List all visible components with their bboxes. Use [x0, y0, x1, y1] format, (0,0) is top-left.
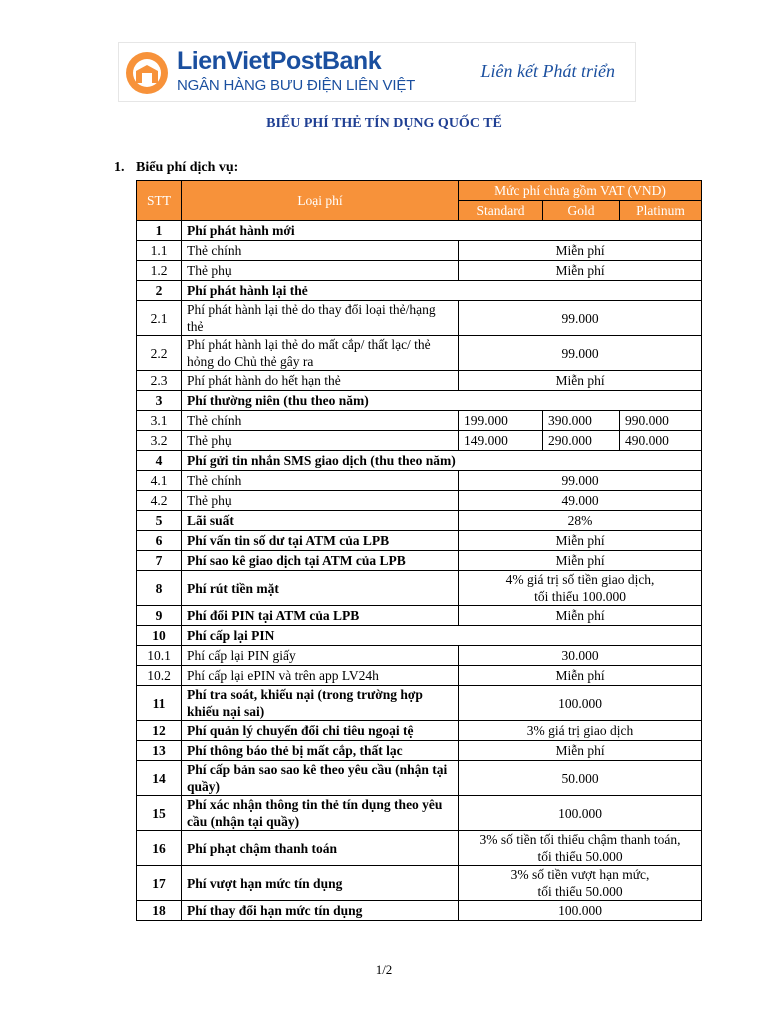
table-row [137, 901, 702, 921]
cell-fee-value: Miễn phí [459, 371, 702, 391]
cell-stt: 5 [137, 511, 182, 531]
cell-fee-value: Miễn phí [459, 551, 702, 571]
cell-fee-type: Thẻ chính [182, 411, 459, 431]
cell-stt: 16 [137, 831, 182, 866]
cell-fee-type: Phí quản lý chuyển đổi chi tiêu ngoại tệ [182, 721, 459, 741]
cell-fee-type: Thẻ phụ [182, 431, 459, 451]
cell-fee-type: Phí tra soát, khiếu nại (trong trường hợp khiếu nại sai) [182, 686, 459, 721]
cell-stt: 9 [137, 606, 182, 626]
cell-stt: 4.2 [137, 491, 182, 511]
cell-fee-type: Phí phát hành lại thẻ [182, 281, 702, 301]
cell-fee-type: Phí phát hành lại thẻ do mất cắp/ thất lạc/ thẻ hỏng do Chủ thẻ gây ra [182, 336, 459, 371]
cell-stt: 2.3 [137, 371, 182, 391]
cell-fee-value: Miễn phí [459, 666, 702, 686]
cell-stt: 14 [137, 761, 182, 796]
cell-stt: 1.2 [137, 261, 182, 281]
table-row [137, 646, 702, 666]
cell-fee-type: Phí phát hành do hết hạn thẻ [182, 371, 459, 391]
cell-platinum: 990.000 [620, 411, 702, 431]
section-number: 1. [114, 160, 125, 175]
table-row [137, 391, 702, 411]
cell-stt: 2.1 [137, 301, 182, 336]
cell-fee-type: Phí cấp lại PIN [182, 626, 702, 646]
cell-stt: 1 [137, 221, 182, 241]
cell-gold: 290.000 [543, 431, 620, 451]
header-fee-group: Mức phí chưa gồm VAT (VND) [459, 181, 702, 201]
cell-fee-type: Phí cấp lại PIN giấy [182, 646, 459, 666]
cell-fee-type: Phí cấp lại ePIN và trên app LV24h [182, 666, 459, 686]
page-header [118, 42, 636, 102]
cell-fee-value: Miễn phí [459, 531, 702, 551]
brand-slogan: Liên kết Phát triển [480, 61, 615, 81]
cell-stt: 1.1 [137, 241, 182, 261]
table-header-row [137, 181, 702, 201]
cell-stt: 8 [137, 571, 182, 606]
cell-stt: 3 [137, 391, 182, 411]
cell-stt: 15 [137, 796, 182, 831]
cell-fee-type: Phí rút tiền mặt [182, 571, 459, 606]
cell-stt: 13 [137, 741, 182, 761]
cell-fee-value: 100.000 [459, 686, 702, 721]
table-row [137, 626, 702, 646]
table-row [137, 531, 702, 551]
cell-fee-type: Phí vượt hạn mức tín dụng [182, 866, 459, 901]
cell-standard: 199.000 [459, 411, 543, 431]
table-row [137, 551, 702, 571]
brand-subtitle: NGÂN HÀNG BƯU ĐIỆN LIÊN VIỆT [177, 77, 416, 94]
table-row [137, 741, 702, 761]
cell-fee-type: Phí vấn tin số dư tại ATM của LPB [182, 531, 459, 551]
bank-logo-icon [121, 49, 173, 97]
cell-stt: 11 [137, 686, 182, 721]
cell-fee-value: 100.000 [459, 796, 702, 831]
page-number: 1/2 [375, 962, 393, 977]
cell-stt: 3.2 [137, 431, 182, 451]
table-row [137, 371, 702, 391]
cell-stt: 7 [137, 551, 182, 571]
cell-standard: 149.000 [459, 431, 543, 451]
header-platinum: Platinum [620, 201, 702, 221]
table-row [137, 281, 702, 301]
fee-table [136, 180, 702, 921]
cell-stt: 10.2 [137, 666, 182, 686]
cell-fee-value: Miễn phí [459, 261, 702, 281]
cell-stt: 4 [137, 451, 182, 471]
cell-fee-type: Phí cấp bản sao sao kê theo yêu cầu (nhận tại quầy) [182, 761, 459, 796]
cell-fee-type: Phí thông báo thẻ bị mất cắp, thất lạc [182, 741, 459, 761]
cell-stt: 3.1 [137, 411, 182, 431]
cell-stt: 6 [137, 531, 182, 551]
cell-stt: 18 [137, 901, 182, 921]
cell-stt: 2 [137, 281, 182, 301]
table-row [137, 336, 702, 371]
cell-fee-type: Lãi suất [182, 511, 459, 531]
table-row [137, 411, 702, 431]
cell-gold: 390.000 [543, 411, 620, 431]
cell-fee-value: 50.000 [459, 761, 702, 796]
cell-stt: 2.2 [137, 336, 182, 371]
table-row [137, 796, 702, 831]
table-row [137, 491, 702, 511]
cell-fee-type: Phí phát hành lại thẻ do thay đổi loại thẻ/hạng thẻ [182, 301, 459, 336]
cell-stt: 4.1 [137, 471, 182, 491]
table-row [137, 721, 702, 741]
cell-stt: 10.1 [137, 646, 182, 666]
table-row [137, 606, 702, 626]
table-row [137, 761, 702, 796]
table-row [137, 471, 702, 491]
brand-name: LienVietPostBank [177, 47, 382, 75]
cell-fee-value: 3% giá trị giao dịch [459, 721, 702, 741]
table-row [137, 241, 702, 261]
cell-fee-value: 99.000 [459, 336, 702, 371]
header-standard: Standard [459, 201, 543, 221]
cell-fee-type: Phí xác nhận thông tin thẻ tín dụng theo yêu cầu (nhận tại quầy) [182, 796, 459, 831]
cell-fee-type: Phí phạt chậm thanh toán [182, 831, 459, 866]
table-row [137, 831, 702, 866]
cell-fee-value: Miễn phí [459, 741, 702, 761]
cell-fee-type: Thẻ phụ [182, 491, 459, 511]
table-row [137, 866, 702, 901]
table-row [137, 431, 702, 451]
header-fee-type: Loại phí [182, 181, 459, 221]
table-row [137, 261, 702, 281]
cell-fee-value: 3% số tiền vượt hạn mức, tối thiểu 50.000 [459, 866, 702, 901]
cell-fee-type: Phí phát hành mới [182, 221, 702, 241]
table-row [137, 511, 702, 531]
table-row [137, 451, 702, 471]
cell-fee-value: 49.000 [459, 491, 702, 511]
cell-fee-value: 30.000 [459, 646, 702, 666]
section-label: Biểu phí dịch vụ: [136, 160, 239, 175]
cell-fee-value: 99.000 [459, 301, 702, 336]
cell-stt: 12 [137, 721, 182, 741]
cell-stt: 17 [137, 866, 182, 901]
cell-stt: 10 [137, 626, 182, 646]
cell-fee-value: Miễn phí [459, 241, 702, 261]
header-stt: STT [137, 181, 182, 221]
cell-fee-type: Phí đổi PIN tại ATM của LPB [182, 606, 459, 626]
cell-fee-value: 4% giá trị số tiền giao dịch, tối thiểu 100.000 [459, 571, 702, 606]
table-row [137, 686, 702, 721]
cell-fee-type: Thẻ chính [182, 241, 459, 261]
cell-fee-value: 3% số tiền tối thiểu chậm thanh toán, tối thiểu 50.000 [459, 831, 702, 866]
cell-fee-value: 28% [459, 511, 702, 531]
section-heading [114, 160, 238, 176]
table-row [137, 571, 702, 606]
cell-fee-type: Phí sao kê giao dịch tại ATM của LPB [182, 551, 459, 571]
cell-fee-type: Phí thường niên (thu theo năm) [182, 391, 702, 411]
table-row [137, 301, 702, 336]
table-row [137, 666, 702, 686]
cell-fee-value: 99.000 [459, 471, 702, 491]
cell-fee-type: Phí gửi tin nhắn SMS giao dịch (thu theo năm) [182, 451, 702, 471]
cell-fee-type: Phí thay đổi hạn mức tín dụng [182, 901, 459, 921]
document-title: BIỂU PHÍ THẺ TÍN DỤNG QUỐC TẾ [266, 116, 502, 131]
cell-fee-value: 100.000 [459, 901, 702, 921]
cell-fee-type: Thẻ chính [182, 471, 459, 491]
header-gold: Gold [543, 201, 620, 221]
cell-fee-type: Thẻ phụ [182, 261, 459, 281]
table-row [137, 221, 702, 241]
cell-fee-value: Miễn phí [459, 606, 702, 626]
cell-platinum: 490.000 [620, 431, 702, 451]
